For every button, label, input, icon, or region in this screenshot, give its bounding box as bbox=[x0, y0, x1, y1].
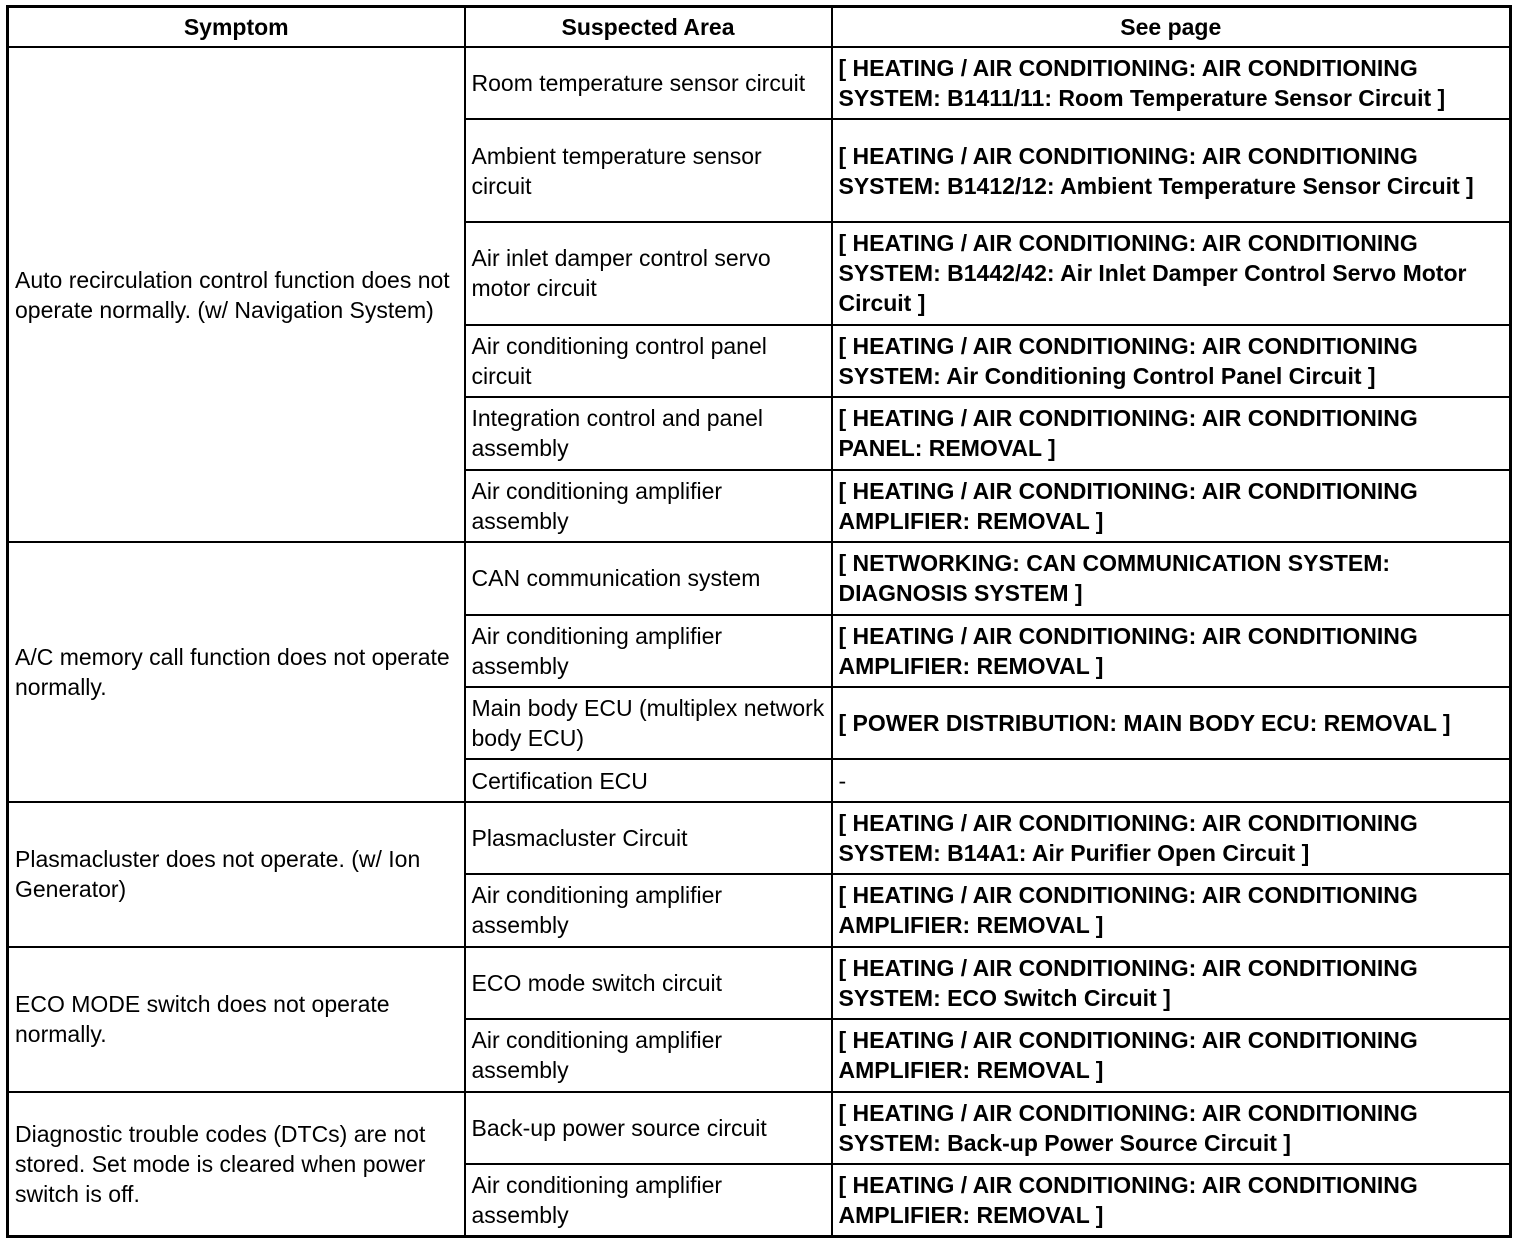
symptom-cell: Auto recirculation control function does not operate normally. (w/ Navigation System) bbox=[8, 47, 465, 542]
see-page-cell: [ HEATING / AIR CONDITIONING: AIR CONDITIONING SYSTEM: B1442/42: Air Inlet Damper Control Servo Motor Circuit ] bbox=[832, 222, 1511, 325]
table-row bbox=[8, 947, 1511, 1019]
suspected-area-cell: Air inlet damper control servo motor circuit bbox=[465, 222, 832, 325]
see-page-cell: [ HEATING / AIR CONDITIONING: AIR CONDITIONING AMPLIFIER: REMOVAL ] bbox=[832, 1164, 1511, 1237]
suspected-area-cell: Ambient temperature sensor circuit bbox=[465, 119, 832, 222]
suspected-area-cell: Air conditioning amplifier assembly bbox=[465, 1019, 832, 1091]
symptom-cell: A/C memory call function does not operate normally. bbox=[8, 542, 465, 802]
see-page-cell: [ HEATING / AIR CONDITIONING: AIR CONDITIONING SYSTEM: B14A1: Air Purifier Open Circuit ] bbox=[832, 802, 1511, 874]
see-page-cell: [ HEATING / AIR CONDITIONING: AIR CONDITIONING SYSTEM: Air Conditioning Control Panel Circuit ] bbox=[832, 325, 1511, 397]
header-symptom: Symptom bbox=[8, 7, 465, 48]
table-row bbox=[8, 802, 1511, 874]
table-row bbox=[8, 47, 1511, 119]
suspected-area-cell: Back-up power source circuit bbox=[465, 1092, 832, 1164]
see-page-cell: - bbox=[832, 759, 1511, 801]
header-row bbox=[8, 7, 1511, 48]
header-see-page: See page bbox=[832, 7, 1511, 48]
see-page-cell: [ NETWORKING: CAN COMMUNICATION SYSTEM: DIAGNOSIS SYSTEM ] bbox=[832, 542, 1511, 614]
see-page-cell: [ HEATING / AIR CONDITIONING: AIR CONDITIONING PANEL: REMOVAL ] bbox=[832, 397, 1511, 469]
see-page-cell: [ HEATING / AIR CONDITIONING: AIR CONDITIONING AMPLIFIER: REMOVAL ] bbox=[832, 470, 1511, 542]
see-page-cell: [ HEATING / AIR CONDITIONING: AIR CONDITIONING AMPLIFIER: REMOVAL ] bbox=[832, 874, 1511, 946]
suspected-area-cell: Integration control and panel assembly bbox=[465, 397, 832, 469]
suspected-area-cell: Air conditioning amplifier assembly bbox=[465, 874, 832, 946]
symptom-table bbox=[6, 5, 1512, 1238]
suspected-area-cell: Air conditioning control panel circuit bbox=[465, 325, 832, 397]
see-page-cell: [ HEATING / AIR CONDITIONING: AIR CONDITIONING SYSTEM: ECO Switch Circuit ] bbox=[832, 947, 1511, 1019]
suspected-area-cell: CAN communication system bbox=[465, 542, 832, 614]
header-suspected-area: Suspected Area bbox=[465, 7, 832, 48]
suspected-area-cell: Certification ECU bbox=[465, 759, 832, 801]
see-page-cell: [ HEATING / AIR CONDITIONING: AIR CONDITIONING AMPLIFIER: REMOVAL ] bbox=[832, 615, 1511, 687]
suspected-area-cell: Air conditioning amplifier assembly bbox=[465, 470, 832, 542]
suspected-area-cell: Air conditioning amplifier assembly bbox=[465, 1164, 832, 1237]
table-row bbox=[8, 1092, 1511, 1164]
symptom-cell: Plasmacluster does not operate. (w/ Ion Generator) bbox=[8, 802, 465, 947]
suspected-area-cell: Room temperature sensor circuit bbox=[465, 47, 832, 119]
suspected-area-cell: Plasmacluster Circuit bbox=[465, 802, 832, 874]
suspected-area-cell: Air conditioning amplifier assembly bbox=[465, 615, 832, 687]
see-page-cell: [ POWER DISTRIBUTION: MAIN BODY ECU: REMOVAL ] bbox=[832, 687, 1511, 759]
see-page-cell: [ HEATING / AIR CONDITIONING: AIR CONDITIONING SYSTEM: Back-up Power Source Circuit ] bbox=[832, 1092, 1511, 1164]
see-page-cell: [ HEATING / AIR CONDITIONING: AIR CONDITIONING SYSTEM: B1412/12: Ambient Temperature Sensor Circuit ] bbox=[832, 119, 1511, 222]
suspected-area-cell: Main body ECU (multiplex network body ECU) bbox=[465, 687, 832, 759]
table-row bbox=[8, 542, 1511, 614]
see-page-cell: [ HEATING / AIR CONDITIONING: AIR CONDITIONING SYSTEM: B1411/11: Room Temperature Sensor Circuit ] bbox=[832, 47, 1511, 119]
symptom-cell: ECO MODE switch does not operate normally. bbox=[8, 947, 465, 1092]
see-page-cell: [ HEATING / AIR CONDITIONING: AIR CONDITIONING AMPLIFIER: REMOVAL ] bbox=[832, 1019, 1511, 1091]
symptom-cell: Diagnostic trouble codes (DTCs) are not stored. Set mode is cleared when power switch is off. bbox=[8, 1092, 465, 1237]
suspected-area-cell: ECO mode switch circuit bbox=[465, 947, 832, 1019]
